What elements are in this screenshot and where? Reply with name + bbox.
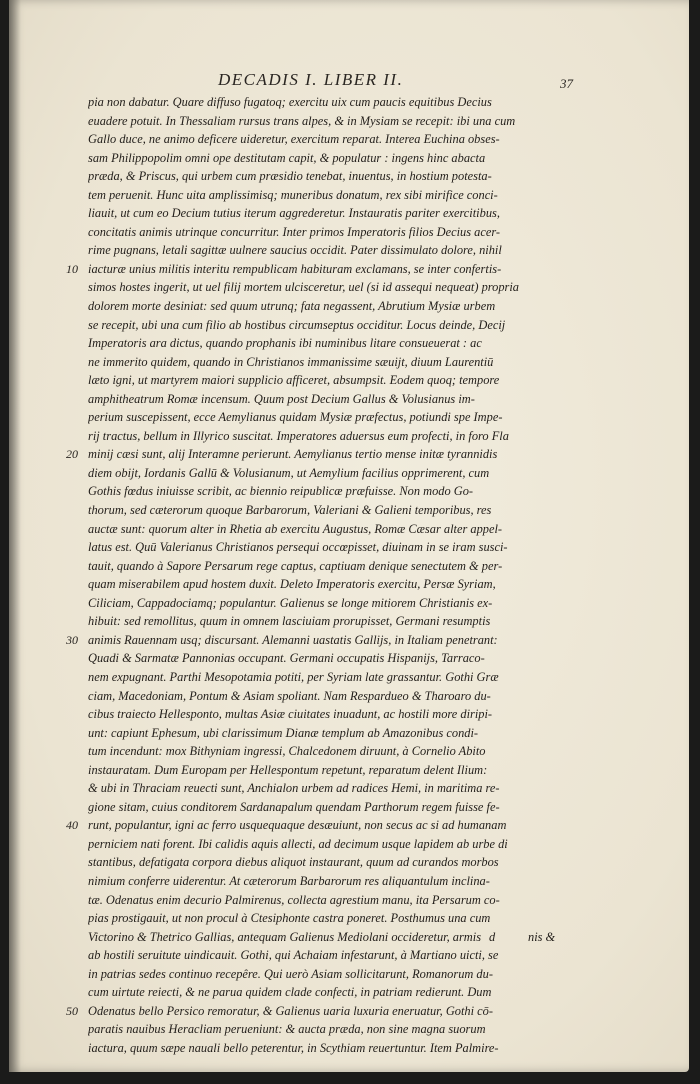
text-line: præda, & Priscus, qui urbem cum præsidio tenebat, inuentus, in hostium potesta- — [88, 169, 492, 184]
signature-mark: d — [489, 930, 496, 944]
text-line: ciam, Macedoniam, Pontum & Asiam spoliant. Nam Respardueo & Tharoaro du- — [88, 688, 491, 703]
folio-number: 37 — [560, 76, 573, 91]
text-line: perniciem nati forent. Ibi calidis aquis allecti, ad decimum usque lapidem ab urbe di — [88, 836, 508, 851]
margin-line-number: 20 — [66, 447, 78, 462]
text-line: Odenatus bello Persico remoratur, & Galienus uaria luxuria eneruatur, Gothi cō- — [88, 1003, 493, 1018]
text-line: pias prostigauit, ut non procul à Ctesiphonte castra poneret. Posthumus una cum — [88, 911, 491, 926]
margin-line-number: 50 — [66, 1003, 78, 1018]
text-line: nimium conferre uiderentur. At cæterorum Barbarorum res aliquantulum inclina- — [88, 873, 490, 888]
text-line: in patrias sedes continuo recepêre. Qui uerò Asiam sollicitarunt, Romanorum du- — [88, 966, 493, 981]
text-line: simos hostes ingerit, ut uel filij mortem ulcisceretur, uel (si id assequi nequeat) propria — [88, 280, 519, 295]
text-line: Gothis fœdus iniuisse scribit, ac biennio reipublicæ præfuisse. Non modo Go- — [88, 484, 474, 499]
text-line: concitatis animis utrinque concurritur. Inter primos Imperatoris filios Decius acer- — [88, 224, 501, 239]
text-line: gione sitam, cuius conditorem Sardanapalum quendam Parthorum regem fuisse fe- — [88, 799, 500, 814]
text-line: unt: capiunt Ephesum, ubi clarissimum Dianæ templum ab Amazonibus condi- — [88, 725, 479, 740]
text-line: ab hostili seruitute uindicauit. Gothi, qui Achaiam infestarunt, à Martiano uicti, se — [88, 948, 499, 963]
text-line: ne immerito quidem, quando in Christianos immanissime sæuijt, diuum Laurentiū — [88, 354, 494, 369]
text-line: tauit, quando à Sapore Persarum rege captus, captiuam denique senectutem & per- — [88, 558, 503, 573]
text-line: runt, populantur, igni ac ferro usquequaque desæuiunt, non secus ac si ad humanam — [88, 818, 507, 833]
text-line: hibuit: sed remollitus, quum in omnem lasciuiam prorupisset, Germani resumptis — [88, 614, 491, 629]
margin-line-number: 40 — [66, 818, 78, 833]
margin-line-number: 10 — [66, 261, 78, 276]
text-line: Quadi & Sarmatæ Pannonias occupant. Germani occupatis Hispanijs, Tarraco- — [88, 651, 485, 666]
margin-line-number: 30 — [66, 632, 78, 647]
text-line: rime pugnans, letali sagittæ uulnere saucius occidit. Pater dissimulato dolore, nihil — [88, 243, 502, 258]
text-line: stantibus, defatigata corpora diebus aliquot instaurant, quum ad curandos morbos — [88, 855, 499, 870]
text-line: tæ. Odenatus enim decurio Palmirenus, collecta agrestium manu, ita Persarum co- — [88, 892, 500, 907]
text-line: tem peruenit. Hunc uita amplissimisq; muneribus donatum, rex sibi mirifice conci- — [88, 187, 498, 202]
footer-catchword-row — [0, 930, 700, 948]
text-line: euadere potuit. In Thessaliam rursus trans alpes, & in Mysiam se recepit: ibi una cum — [88, 113, 516, 128]
text-line: Ciliciam, Cappadociamq; populantur. Galienus se longe mitiorem Christianis ex- — [88, 595, 493, 610]
text-line: iacturæ unius militis interitu rempublicam habituram exclamans, se inter confertis- — [88, 261, 502, 276]
text-line: diem obijt, Iordanis Gallū & Volusianum, ut Aemylium facilius opprimerent, cum — [88, 465, 490, 480]
text-line: thorum, sed cæterorum quoque Barbarorum, Valeriani & Galieni temporibus, res — [88, 503, 492, 518]
text-line: quam miserabilem apud hostem duxit. Deleto Imperatoris exercitu, Persæ Syriam, — [88, 577, 496, 592]
text-line: se recepit, ubi una cum filio ab hostibus circumseptus occiditur. Locus deinde, Decij — [88, 317, 506, 332]
text-line: cibus traiecto Hellesponto, multas Asiæ ciuitates inuadunt, ac hostili more diripi- — [88, 707, 493, 722]
text-line: nem expugnant. Parthi Mesopotamia potiti, per Syriam late grassantur. Gothi Græ — [88, 669, 499, 684]
text-line: rij tractus, bellum in Illyrico suscitat. Imperatores aduersus eum profecti, in foro Fla — [88, 428, 509, 443]
text-line: latus est. Quū Valerianus Christianos persequi occœpisset, diuinam in se iram susci- — [88, 540, 508, 555]
text-line: auctæ sunt: quorum alter in Rhetia ab exercitu Augustus, Romæ Cæsar alter appel- — [88, 521, 503, 536]
text-line: iactura, quum sæpe nauali bello peterentur, in Scythiam reuertuntur. Item Palmire- — [88, 1040, 499, 1055]
text-line: Imperatoris ara dictus, quando prophanis ibi numinibus litare consueuerat : ac — [88, 336, 482, 351]
gutter-shadow — [9, 0, 21, 1072]
text-line: læto igni, ut martyrem maiori supplicio afficeret, absumpsit. Eodem quoq; tempore — [88, 373, 500, 388]
running-title: DECADIS I. LIBER II. — [218, 70, 404, 89]
text-line: Gallo duce, ne animo deficere uideretur, exercitum reparat. Interea Euchina obses- — [88, 132, 500, 147]
catchword: nis & — [528, 930, 556, 944]
text-line: dolorem morte desiniat: sed quum utrunq; fata negassent, Abrutium Mysiæ urbem — [88, 299, 496, 314]
text-line: animis Rauennam usq; discursant. Alemanni uastatis Gallijs, in Italiam penetrant: — [88, 632, 498, 647]
text-line: instauratam. Dum Europam per Hellespontum repetunt, reparatum delent Ilium: — [88, 762, 488, 777]
text-line: paratis nauibus Heracliam perueniunt: & aucta præda, non sine magna suorum — [88, 1022, 486, 1037]
body-text — [88, 93, 586, 1057]
text-line: & ubi in Thraciam reuecti sunt, Anchialon urbem ad radices Hemi, in maritima re- — [88, 781, 500, 796]
text-line: Victorino & Thetrico Gallias, antequam Galienus Mediolani occideretur, armis — [88, 929, 482, 944]
text-line: sam Philippopolim omni ope destitutam capit, & populatur : ingens hinc abacta — [88, 150, 486, 165]
text-line: minij cæsi sunt, alij Interamne perierunt. Aemylianus tertio mense initæ tyrannidis — [88, 447, 498, 462]
text-line: tum incendunt: mox Bithyniam ingressi, Chalcedonem diruunt, à Cornelio Abito — [88, 744, 486, 759]
text-line: perium suscepissent, ecce Aemylianus quidam Mysiæ præfectus, potiundi spe Impe- — [88, 410, 503, 425]
text-line: amphitheatrum Romæ incensum. Quum post Decium Gallus & Volusianus im- — [88, 391, 475, 406]
text-line: cum uirtute reiecti, & ne parua quidem clade confecti, in patriam redierunt. Dum — [88, 985, 492, 1000]
running-head — [0, 70, 700, 92]
text-line: pia non dabatur. Quare diffuso fugatoq; exercitu uix cum paucis equitibus Decius — [88, 95, 492, 109]
text-line: liauit, ut cum eo Decium tutius iterum aggrederetur. Instauratis pariter exercitibus, — [88, 206, 500, 221]
